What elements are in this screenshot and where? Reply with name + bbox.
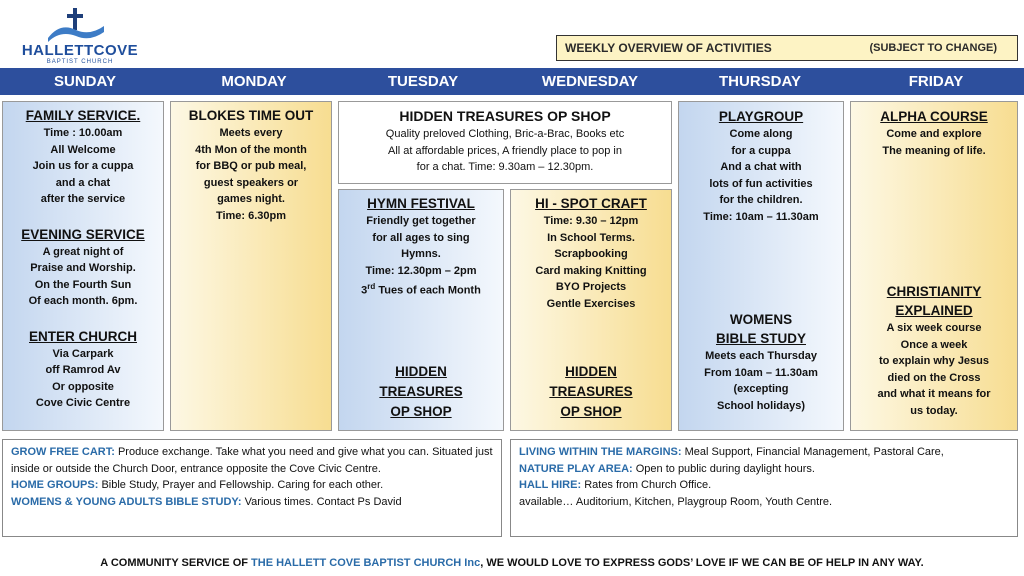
tue-treasure-line: HIDDEN: [395, 364, 447, 379]
wed-treasure-line: TREASURES: [549, 384, 633, 399]
family-line: All Welcome: [50, 143, 116, 156]
womens-line: From 10am – 11.30am: [704, 366, 818, 379]
day-wednesday: WEDNESDAY: [541, 73, 639, 90]
tuesday-card: [338, 189, 504, 431]
info-hall-hire: HALL HIRE: Rates from Church Office.: [519, 479, 712, 491]
info-grow-free-cart: GROW FREE CART: Produce exchange. Take what you need and give what you can. Situated just inside or outside the Church Door, entrance opposite the Cove Civic Centre.: [11, 446, 493, 475]
evening-line: Praise and Worship.: [30, 262, 136, 274]
tue-treasure-line: TREASURES: [379, 384, 463, 399]
right-info-box: [510, 439, 1018, 537]
left-info-box: [2, 439, 502, 537]
family-service-heading: FAMILY SERVICE.: [25, 108, 141, 123]
monday-line: for BBQ or pub meal,: [195, 160, 307, 172]
hymn-line: for all ages to sing: [372, 231, 470, 244]
evening-line: On the Fourth Sun: [34, 278, 132, 291]
womens-heading: WOMENS: [729, 312, 793, 327]
womens-line: School holidays): [716, 399, 805, 412]
wed-treasure-line: HIDDEN: [565, 364, 617, 379]
evening-line: Of each month. 6pm.: [28, 295, 138, 307]
monday-line: 4th Mon of the month: [195, 143, 307, 156]
church-name: THE HALLETT COVE BAPTIST CHURCH Inc: [251, 557, 481, 569]
info-available: available… Auditorium, Kitchen, Playgroup Room, Youth Centre.: [519, 495, 833, 508]
info-home-groups: HOME GROUPS: Bible Study, Prayer and Fellowship. Caring for each other.: [11, 479, 384, 491]
playgroup-line: Come along: [729, 128, 793, 140]
blokes-heading: BLOKES TIME OUT: [188, 108, 314, 123]
christ-line: A six week course: [886, 322, 982, 334]
op-shop-line: Quality preloved Clothing, Bric-a-Brac, Books etc: [385, 128, 625, 140]
womens-line: Meets each Thursday: [705, 350, 817, 362]
monday-line: guest speakers or: [203, 176, 299, 189]
playgroup-line: lots of fun activities: [709, 177, 813, 190]
op-shop-line: for a chat. Time: 9.30am – 12.30pm.: [416, 161, 594, 173]
christ-line: died on the Cross: [887, 371, 981, 384]
enter-line: Cove Civic Centre: [35, 397, 131, 409]
alpha-line: Come and explore: [886, 128, 982, 140]
hymn-line: 3rd Tues of each Month: [361, 282, 481, 297]
playgroup-line: And a chat with: [720, 161, 802, 173]
craft-line: BYO Projects: [555, 281, 627, 293]
christianity-heading: EXPLAINED: [895, 303, 973, 318]
day-friday: FRIDAY: [908, 73, 964, 90]
hymn-line: Hymns.: [401, 248, 441, 260]
logo-name: HALLETTCOVE: [21, 42, 139, 59]
enter-line: off Ramrod Av: [45, 364, 121, 376]
christ-line: us today.: [910, 404, 958, 417]
monday-line: games night.: [217, 193, 285, 205]
page-title: WEEKLY OVERVIEW OF ACTIVITIES: [565, 41, 772, 55]
hymn-heading: HYMN FESTIVAL: [367, 196, 475, 211]
sunday-card: [2, 101, 164, 431]
info-living-within-margins: LIVING WITHIN THE MARGINS: Meal Support, Financial Management, Pastoral Care,: [519, 446, 944, 458]
op-shop-line: All at affordable prices, A friendly place to pop in: [388, 144, 622, 157]
hymn-line: Time: 12.30pm – 2pm: [365, 264, 477, 277]
playgroup-line: Time: 10am – 11.30am: [703, 210, 819, 223]
craft-line: Gentle Exercises: [546, 297, 636, 310]
friday-card: [850, 101, 1018, 431]
op-shop-card: [338, 101, 672, 184]
christ-line: and what it means for: [877, 388, 991, 400]
craft-heading: HI - SPOT CRAFT: [535, 196, 647, 211]
evening-service-heading: EVENING SERVICE: [21, 226, 145, 242]
craft-line: In School Terms.: [547, 231, 635, 244]
day-monday: MONDAY: [221, 73, 287, 90]
monday-line: Meets every: [219, 127, 283, 139]
hymn-line: Friendly get together: [366, 215, 476, 227]
day-tuesday: TUESDAY: [387, 73, 459, 90]
tue-treasure-line: OP SHOP: [390, 404, 452, 419]
day-thursday: THURSDAY: [719, 73, 801, 90]
wednesday-card: [510, 189, 672, 431]
playgroup-line: for a cuppa: [731, 144, 791, 157]
playgroup-heading: PLAYGROUP: [718, 109, 804, 124]
church-logo: [16, 8, 144, 64]
family-line: Join us for a cuppa: [32, 160, 134, 172]
page-title-box: [556, 35, 1018, 61]
day-sunday: SUNDAY: [54, 73, 116, 90]
craft-line: Time: 9.30 – 12pm: [543, 215, 639, 227]
christianity-heading: CHRISTIANITY: [886, 284, 982, 299]
playgroup-line: for the children.: [719, 194, 803, 206]
enter-line: Via Carpark: [52, 347, 114, 360]
evening-line: A great night of: [42, 245, 124, 258]
day-header-bar: [0, 68, 1024, 95]
family-line: and a chat: [55, 176, 111, 189]
enter-line: Or opposite: [52, 380, 114, 393]
cross-wave-icon: [46, 8, 106, 42]
op-shop-heading: HIDDEN TREASURES OP SHOP: [399, 108, 611, 124]
wed-treasure-line: OP SHOP: [560, 404, 622, 419]
footer: A COMMUNITY SERVICE OF THE HALLETT COVE BAPTIST CHURCH Inc, WE WOULD LOVE TO EXPRESS GODS’ LOVE IF WE CAN BE OF HELP IN ANY WAY.: [100, 557, 924, 569]
monday-card: [170, 101, 332, 431]
craft-line: Scrapbooking: [554, 248, 628, 260]
craft-line: Card making Knitting: [535, 264, 647, 277]
info-womens-young-adults: WOMENS & YOUNG ADULTS BIBLE STUDY: Various times. Contact Ps David: [11, 495, 402, 508]
alpha-line: The meaning of life.: [882, 144, 986, 157]
christ-line: Once a week: [900, 338, 968, 351]
christ-line: to explain why Jesus: [878, 355, 990, 367]
monday-line: Time: 6.30pm: [215, 209, 287, 222]
womens-heading: BIBLE STUDY: [715, 331, 806, 346]
family-line: after the service: [40, 193, 126, 205]
thursday-card: [678, 101, 844, 431]
womens-line: (excepting: [733, 383, 789, 395]
info-nature-play: NATURE PLAY AREA: Open to public during daylight hours.: [519, 462, 815, 475]
logo-subtitle: BAPTIST CHURCH: [46, 59, 114, 65]
title-note: (SUBJECT TO CHANGE): [869, 42, 997, 54]
alpha-heading: ALPHA COURSE: [880, 109, 988, 124]
enter-church-heading: ENTER CHURCH: [29, 328, 137, 344]
family-line: Time : 10.00am: [43, 127, 123, 139]
